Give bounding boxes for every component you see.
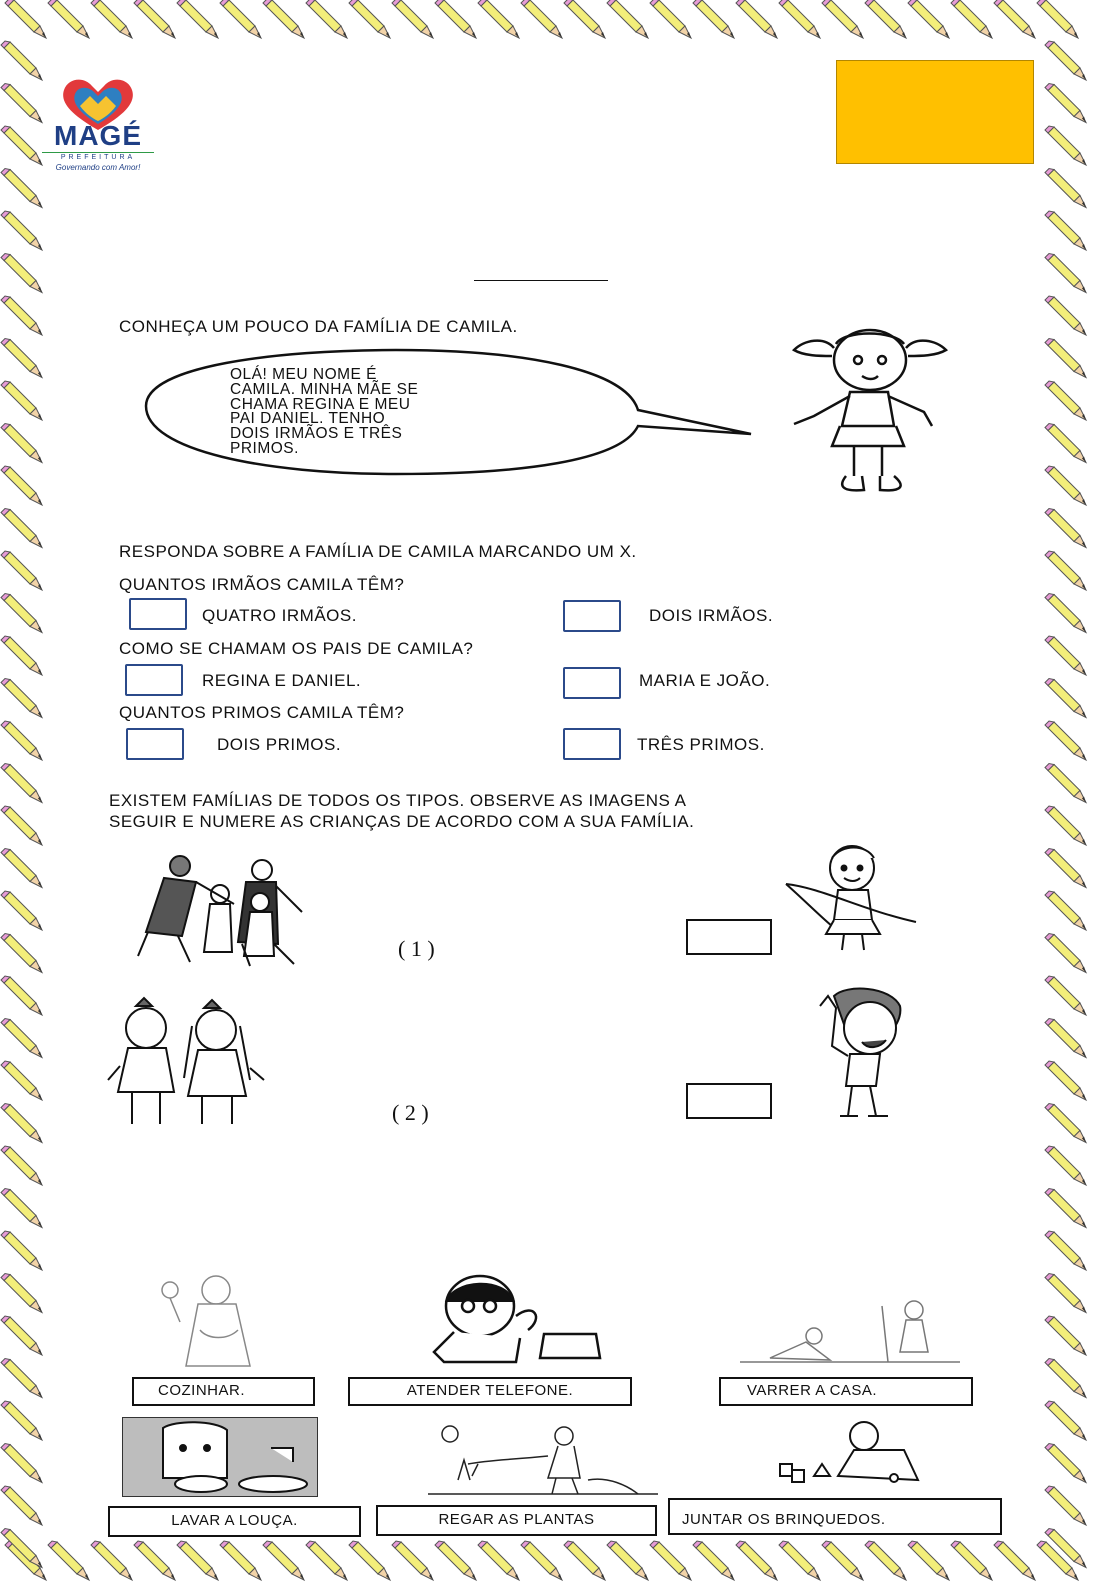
- pencil-top-icon: [134, 0, 175, 38]
- family-1-illustration: [134, 852, 310, 968]
- pencil-bottom-icon: [177, 1541, 218, 1580]
- pencil-top-icon: [865, 0, 906, 38]
- pencil-left-icon: [1, 679, 42, 718]
- pencil-top-icon: [306, 0, 347, 38]
- pencil-left-icon: [1, 41, 42, 80]
- pencil-bottom-icon: [736, 1541, 777, 1580]
- pencil-right-icon: [1045, 849, 1086, 888]
- quiz-instruction: RESPONDA SOBRE A FAMÍLIA DE CAMILA MARCANDO UM X.: [119, 542, 637, 561]
- pencil-bottom-icon: [48, 1541, 89, 1580]
- pencil-bottom-icon: [5, 1541, 46, 1580]
- speech-line: PAI DANIEL. TENHO: [230, 410, 386, 428]
- pencil-right-icon: [1045, 1231, 1086, 1270]
- pencil-top-icon: [607, 0, 648, 38]
- pencil-right-icon: [1045, 1104, 1086, 1143]
- pencil-right-icon: [1045, 424, 1086, 463]
- q1-checkbox-b[interactable]: [563, 600, 621, 632]
- chore-label-toys: JUNTAR OS BRINQUEDOS.: [668, 1498, 1002, 1535]
- pencil-right-icon: [1045, 1274, 1086, 1313]
- pencil-top-icon: [736, 0, 777, 38]
- header-color-box: [836, 60, 1034, 164]
- speech-bubble: [126, 346, 756, 478]
- pencil-bottom-icon: [951, 1541, 992, 1580]
- pencil-bottom-icon: [91, 1541, 132, 1580]
- pencil-right-icon: [1045, 1486, 1086, 1525]
- mage-logo: [40, 74, 156, 178]
- family-number-1: ( 1 ): [398, 936, 435, 961]
- pencil-left-icon: [1, 594, 42, 633]
- pencil-right-icon: [1045, 1444, 1086, 1483]
- q2-checkbox-a[interactable]: [125, 664, 183, 696]
- pencil-top-icon: [908, 0, 949, 38]
- question-1: QUANTOS IRMÃOS CAMILA TÊM?: [119, 575, 405, 594]
- pencil-top-icon: [177, 0, 218, 38]
- pencil-left-icon: [1, 721, 42, 760]
- cooking-illustration: [152, 1270, 272, 1370]
- speech-line: CAMILA. MINHA MÃE SE: [230, 380, 419, 398]
- pencil-top-icon: [951, 0, 992, 38]
- sweeping-illustration: [740, 1296, 960, 1368]
- q1-checkbox-a[interactable]: [129, 598, 187, 630]
- pencil-top-icon: [48, 0, 89, 38]
- pencil-right-icon: [1045, 211, 1086, 250]
- pencil-right-icon: [1045, 891, 1086, 930]
- pencil-left-icon: [1, 934, 42, 973]
- chore-label-cooking: COZINHAR.: [132, 1377, 315, 1406]
- title-underline: [474, 280, 608, 281]
- pencil-right-icon: [1045, 594, 1086, 633]
- pencil-right-icon: [1045, 934, 1086, 973]
- speech-bubble-text: [230, 368, 418, 457]
- pencil-left-icon: [1, 1274, 42, 1313]
- pencil-bottom-icon: [650, 1541, 691, 1580]
- pencil-left-icon: [1, 636, 42, 675]
- pencil-bottom-icon: [693, 1541, 734, 1580]
- pencil-bottom-icon: [521, 1541, 562, 1580]
- intro-heading: CONHEÇA UM POUCO DA FAMÍLIA DE CAMILA.: [119, 317, 518, 336]
- pencil-right-icon: [1045, 1019, 1086, 1058]
- pencil-right-icon: [1045, 169, 1086, 208]
- pencil-left-icon: [1, 1486, 42, 1525]
- families-instruction-line2: SEGUIR E NUMERE AS CRIANÇAS DE ACORDO COM A SUA FAMÍLIA.: [109, 812, 695, 831]
- pencil-bottom-icon: [220, 1541, 261, 1580]
- pencil-top-icon: [349, 0, 390, 38]
- logo-subtitle: PREFEITURA: [42, 152, 154, 161]
- pencil-bottom-icon: [263, 1541, 304, 1580]
- pencil-right-icon: [1045, 1359, 1086, 1398]
- pencil-left-icon: [1, 849, 42, 888]
- boy-with-bow-illustration: [782, 838, 920, 958]
- pencil-bottom-icon: [1037, 1541, 1078, 1580]
- pencil-bottom-icon: [478, 1541, 519, 1580]
- pencil-right-icon: [1045, 84, 1086, 123]
- pencil-left-icon: [1, 1019, 42, 1058]
- pencil-left-icon: [1, 976, 42, 1015]
- pencil-top-icon: [263, 0, 304, 38]
- pencil-right-icon: [1045, 254, 1086, 293]
- pencil-right-icon: [1045, 1401, 1086, 1440]
- pencil-top-icon: [392, 0, 433, 38]
- pencil-left-icon: [1, 1444, 42, 1483]
- pencil-bottom-icon: [908, 1541, 949, 1580]
- pencil-left-icon: [1, 1401, 42, 1440]
- pencil-top-icon: [822, 0, 863, 38]
- pencil-bottom-icon: [994, 1541, 1035, 1580]
- pencil-right-icon: [1045, 126, 1086, 165]
- pencil-left-icon: [1, 1104, 42, 1143]
- pencil-right-icon: [1045, 1529, 1086, 1568]
- pencil-right-icon: [1045, 466, 1086, 505]
- pencil-top-icon: [650, 0, 691, 38]
- pencil-right-icon: [1045, 636, 1086, 675]
- q3-checkbox-b[interactable]: [563, 728, 621, 760]
- logo-tagline: Governando com Amor!: [55, 163, 141, 172]
- speech-line: OLÁ! MEU NOME É: [230, 366, 378, 383]
- pencil-bottom-icon: [349, 1541, 390, 1580]
- chore-label-sweeping: VARRER A CASA.: [719, 1377, 973, 1406]
- chore-label-dishes: LAVAR A LOUÇA.: [108, 1506, 361, 1537]
- pencil-left-icon: [1, 254, 42, 293]
- pencil-bottom-icon: [564, 1541, 605, 1580]
- pencil-left-icon: [1, 211, 42, 250]
- question-2: COMO SE CHAMAM OS PAIS DE CAMILA?: [119, 639, 474, 658]
- pencil-top-icon: [1037, 0, 1078, 38]
- pencil-top-icon: [220, 0, 261, 38]
- q2-checkbox-b[interactable]: [563, 667, 621, 699]
- pencil-right-icon: [1045, 551, 1086, 590]
- pencil-top-icon: [91, 0, 132, 38]
- q2-option-b: MARIA E JOÃO.: [639, 671, 771, 690]
- pencil-left-icon: [1, 466, 42, 505]
- watering-plants-illustration: [428, 1420, 658, 1500]
- pencil-left-icon: [1, 84, 42, 123]
- q2-option-a: REGINA E DANIEL.: [202, 671, 362, 690]
- telephone-illustration: [424, 1272, 604, 1368]
- pencil-left-icon: [1, 169, 42, 208]
- pencil-left-icon: [1, 1231, 42, 1270]
- family-answer-box-2[interactable]: [686, 1083, 772, 1119]
- pencil-top-icon: [779, 0, 820, 38]
- pencil-left-icon: [1, 1529, 42, 1568]
- pencil-right-icon: [1045, 679, 1086, 718]
- pencil-top-icon: [693, 0, 734, 38]
- speech-line: CHAMA REGINA E MEU: [230, 395, 411, 413]
- chore-label-watering: REGAR AS PLANTAS: [376, 1505, 657, 1536]
- pencil-left-icon: [1, 1316, 42, 1355]
- pencil-left-icon: [1, 424, 42, 463]
- logo-name: MAGÉ: [54, 120, 142, 151]
- pencil-left-icon: [1, 509, 42, 548]
- pencil-right-icon: [1045, 1316, 1086, 1355]
- waving-boy-illustration: [806, 986, 912, 1122]
- speech-line: DOIS IRMÃOS E TRÊS: [230, 425, 403, 443]
- washing-dishes-drawing: [123, 1418, 317, 1496]
- family-number-2: ( 2 ): [392, 1100, 429, 1125]
- pencil-left-icon: [1, 126, 42, 165]
- pencil-left-icon: [1, 891, 42, 930]
- pencil-left-icon: [1, 296, 42, 335]
- pencil-bottom-icon: [306, 1541, 347, 1580]
- pencil-bottom-icon: [607, 1541, 648, 1580]
- families-instruction-line1: EXISTEM FAMÍLIAS DE TODOS OS TIPOS. OBSERVE AS IMAGENS A: [109, 791, 687, 810]
- pencil-right-icon: [1045, 976, 1086, 1015]
- pencil-bottom-icon: [392, 1541, 433, 1580]
- pencil-right-icon: [1045, 339, 1086, 378]
- pencil-right-icon: [1045, 1061, 1086, 1100]
- pencil-bottom-icon: [134, 1541, 175, 1580]
- q3-option-b: TRÊS PRIMOS.: [637, 735, 765, 754]
- washing-dishes-illustration: [122, 1417, 318, 1497]
- pencil-top-icon: [5, 0, 46, 38]
- q3-option-a: DOIS PRIMOS.: [217, 735, 342, 754]
- pencil-right-icon: [1045, 764, 1086, 803]
- pencil-top-icon: [521, 0, 562, 38]
- pencil-right-icon: [1045, 1189, 1086, 1228]
- speech-line: PRIMOS.: [230, 439, 299, 457]
- pencil-bottom-icon: [865, 1541, 906, 1580]
- pencil-left-icon: [1, 381, 42, 420]
- pencil-bottom-icon: [779, 1541, 820, 1580]
- question-3: QUANTOS PRIMOS CAMILA TÊM?: [119, 703, 405, 722]
- pencil-left-icon: [1, 551, 42, 590]
- q1-option-a: QUATRO IRMÃOS.: [202, 606, 357, 625]
- pencil-right-icon: [1045, 721, 1086, 760]
- pencil-left-icon: [1, 764, 42, 803]
- pencil-right-icon: [1045, 381, 1086, 420]
- toys-illustration: [774, 1420, 958, 1486]
- pencil-top-icon: [435, 0, 476, 38]
- family-answer-box-1[interactable]: [686, 919, 772, 955]
- pencil-left-icon: [1, 1061, 42, 1100]
- pencil-left-icon: [1, 1359, 42, 1398]
- family-2-illustration: [104, 996, 270, 1132]
- pencil-top-icon: [564, 0, 605, 38]
- pencil-bottom-icon: [822, 1541, 863, 1580]
- pencil-right-icon: [1045, 806, 1086, 845]
- pencil-top-icon: [478, 0, 519, 38]
- pencil-bottom-icon: [435, 1541, 476, 1580]
- pencil-left-icon: [1, 1146, 42, 1185]
- camila-girl-illustration: [784, 326, 954, 498]
- q1-option-b: DOIS IRMÃOS.: [649, 606, 774, 625]
- q3-checkbox-a[interactable]: [126, 728, 184, 760]
- pencil-right-icon: [1045, 296, 1086, 335]
- pencil-right-icon: [1045, 41, 1086, 80]
- pencil-right-icon: [1045, 1146, 1086, 1185]
- pencil-left-icon: [1, 1189, 42, 1228]
- pencil-left-icon: [1, 806, 42, 845]
- chore-label-telephone: ATENDER TELEFONE.: [348, 1377, 632, 1406]
- pencil-right-icon: [1045, 509, 1086, 548]
- pencil-left-icon: [1, 339, 42, 378]
- pencil-top-icon: [994, 0, 1035, 38]
